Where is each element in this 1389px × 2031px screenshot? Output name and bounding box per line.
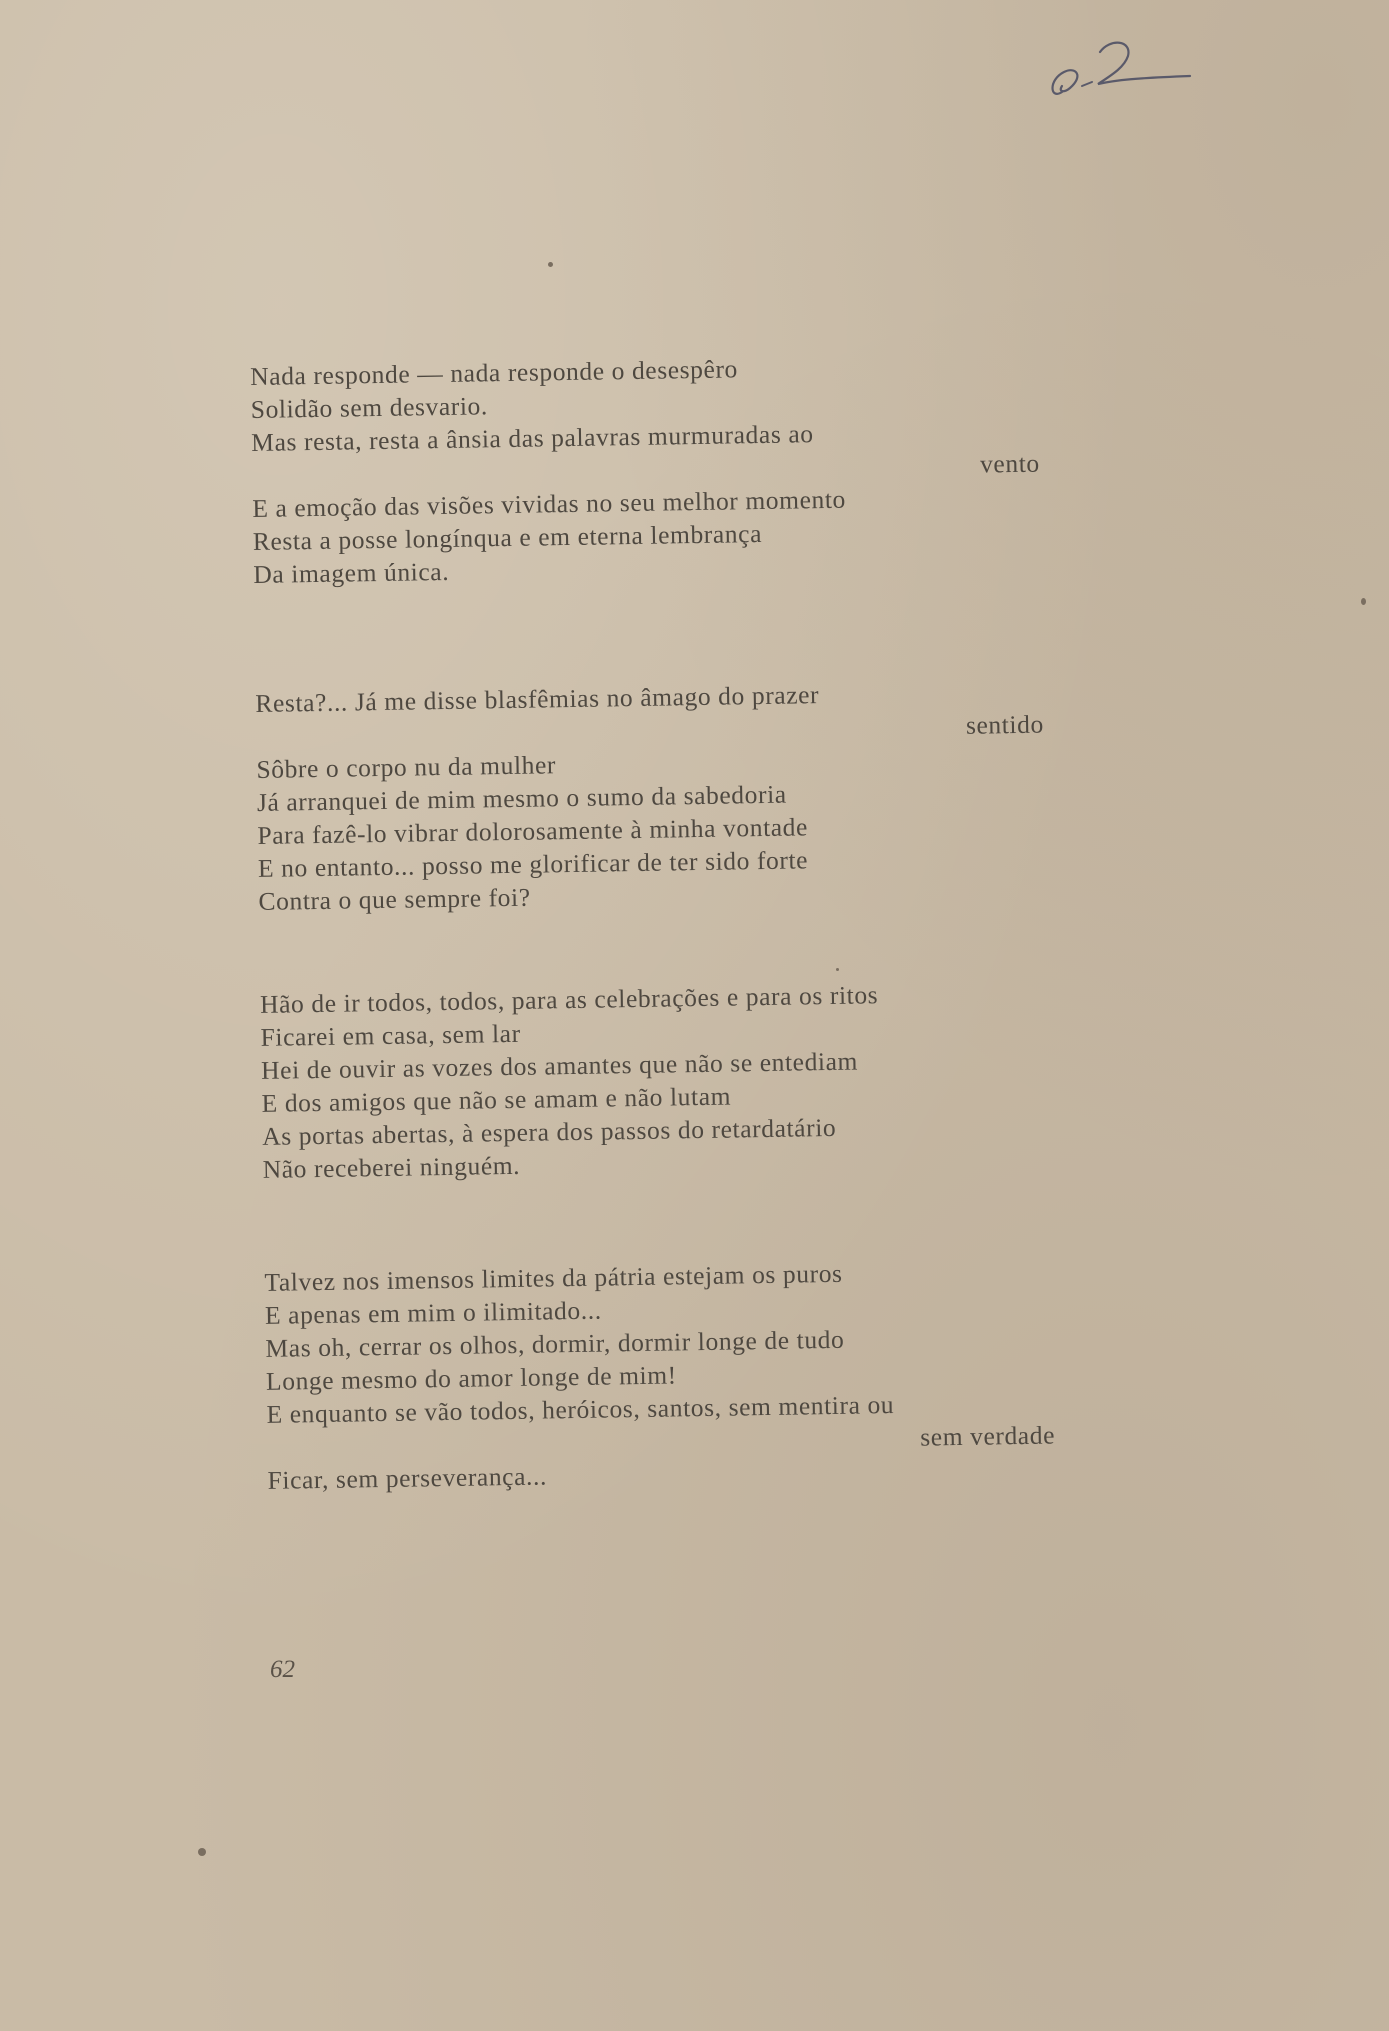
verse-line: Resta a posse longínqua e em eterna lembrança	[252, 518, 763, 556]
poem	[250, 347, 1069, 1566]
verse-line: Contra o que sempre foi?	[258, 882, 531, 916]
verse-line-continuation: vento	[979, 448, 1040, 479]
verse-line: Mas oh, cerrar os olhos, dormir, dormir longe de tudo	[265, 1324, 845, 1363]
verse-line: Ficarei em casa, sem lar	[260, 1018, 521, 1052]
verse-line: Hei de ouvir as vozes dos amantes que não se entediam	[260, 1046, 859, 1085]
verse-line: Hão de ir todos, todos, para as celebrações e para os ritos	[259, 980, 879, 1019]
verse-line: Ficar, sem perseverança...	[267, 1461, 548, 1495]
page-number: 62	[270, 1656, 295, 1683]
verse-line-continuation: sentido	[965, 709, 1045, 740]
verse-line: Da imagem única.	[253, 556, 450, 589]
verse-line: E a emoção das visões vividas no seu melhor momento	[252, 484, 847, 523]
verse-line: Já arranquei de mim mesmo o sumo da sabedoria	[256, 779, 787, 817]
stanza	[255, 674, 1059, 918]
verse-line: Mas resta, resta a ânsia das palavras murmuradas ao	[251, 419, 814, 457]
verse-line: Para fazê-lo vibrar dolorosamente à minha vontade	[257, 812, 809, 850]
paper-speck	[548, 262, 553, 267]
verse-line-continuation: sem verdade	[920, 1420, 1056, 1452]
verse-line: Solidão sem desvario.	[250, 391, 489, 424]
verse-line: E dos amigos que não se amam e não lutam	[261, 1081, 732, 1118]
verse-line: E enquanto se vão todos, heróicos, santos, sem mentira ou	[266, 1390, 895, 1429]
paper-speck	[836, 968, 839, 971]
verse-line: Talvez nos imensos limites da pátria estejam os puros	[264, 1258, 843, 1297]
verse-line: As portas abertas, à espera dos passos do retardatário	[261, 1112, 837, 1151]
stanza	[264, 1253, 1068, 1497]
paper-speck	[198, 1848, 206, 1856]
paper-speck	[1361, 598, 1366, 605]
verse-line: Resta?... Já me disse blasfêmias no âmago do prazer	[255, 680, 820, 718]
handwritten-folio-number	[1040, 30, 1200, 110]
verse-line: Sôbre o corpo nu da mulher	[256, 750, 557, 784]
stanza	[250, 347, 1054, 591]
verse-line: Não receberei ninguém.	[262, 1150, 521, 1184]
verse-line: Longe mesmo do amor longe de mim!	[265, 1360, 677, 1396]
stanza	[260, 975, 1063, 1186]
verse-line: E apenas em mim o ilimitado...	[264, 1295, 602, 1330]
verse-line: E no entanto... posso me glorificar de ter sido forte	[257, 845, 809, 883]
verse-line: Nada responde — nada responde o desespêro	[250, 354, 739, 391]
